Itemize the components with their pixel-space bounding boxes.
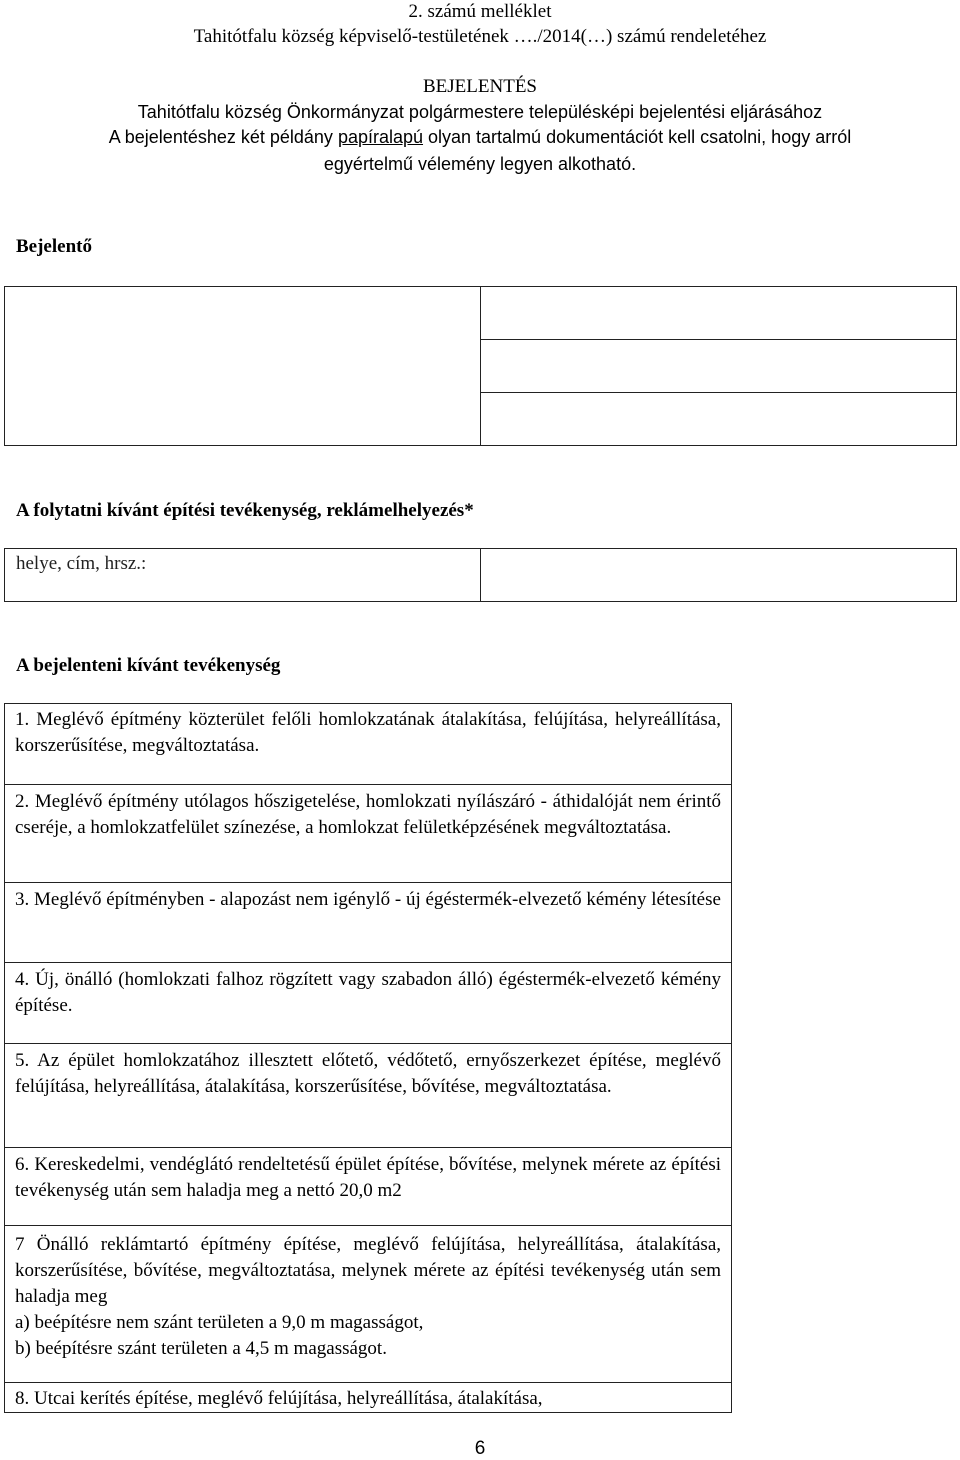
activity-item-4-text: 4. Új, önálló (homlokzati falhoz rögzített vagy szabadon álló) égéstermék-elvezető kémény építése.	[15, 969, 721, 1016]
activity-item-8-text: 8. Utcai kerítés építése, meglévő felújítása, helyreállítása, átalakítása,	[15, 1388, 543, 1409]
location-field[interactable]	[480, 548, 957, 602]
activity-item-7b-text: b) beépítésre szánt területen a 4,5 m magasságot.	[15, 1338, 387, 1359]
applicant-contact-field[interactable]	[480, 392, 957, 446]
applicant-label-cell	[4, 286, 480, 446]
activity-item-6[interactable]	[5, 1148, 731, 1226]
decree-reference: Tahitótfalu község képviselő-testületének …./2014(…) számú rendeletéhez	[193, 26, 767, 47]
activity-item-2-text: 2. Meglévő építmény utólagos hőszigetelése, homlokzati nyílászáró - áthidalóját nem érintő cseréje, a homlokzatfelület színezése, a homlokzat felületképzésének megváltoztatása.	[15, 791, 721, 838]
activity-item-5-text: 5. Az épület homlokzatához illesztett előtető, védőtető, ernyőszerkezet építése, meglévő felújítása, helyreállítása, átalakítása, korszerűsítése, bővítése, megváltoztatása.	[15, 1050, 721, 1097]
intro-line-1	[0, 125, 960, 149]
activity-item-3[interactable]	[5, 883, 731, 963]
activity-item-6-text: 6. Kereskedelmi, vendéglátó rendeltetésű épület építése, bővítése, melynek mérete az építési tevékenység után sem haladja meg a nettó 20,0 m2	[15, 1154, 721, 1201]
applicant-heading: Bejelentő	[16, 236, 92, 257]
activity-item-7[interactable]	[5, 1226, 731, 1383]
activity-item-1-text: 1. Meglévő építmény közterület felőli homlokzatának átalakítása, felújítása, helyreállítása, korszerűsítése, megváltoztatása.	[15, 709, 721, 756]
activity-item-2[interactable]	[5, 785, 731, 883]
intro-line-2: egyértelmű vélemény legyen alkotható.	[323, 154, 637, 174]
applicant-address-field[interactable]	[480, 339, 957, 393]
intro-text-pre: A bejelentéshez két példány	[108, 127, 338, 147]
activities-heading: A bejelenteni kívánt tevékenység	[16, 655, 281, 676]
applicant-name-field[interactable]	[480, 286, 957, 340]
activity-item-5[interactable]	[5, 1044, 731, 1148]
activity-item-8[interactable]	[5, 1383, 731, 1413]
attachment-label: 2. számú melléklet	[408, 1, 552, 22]
document-title: BEJELENTÉS	[423, 76, 537, 97]
location-label: helye, cím, hrsz.:	[16, 553, 147, 574]
intro-text-post: olyan tartalmú dokumentációt kell csatolni, hogy arról	[423, 127, 852, 147]
document-subtitle: Tahitótfalu község Önkormányzat polgármestere településképi bejelentési eljárásához	[137, 102, 823, 122]
activities-table	[4, 703, 732, 1413]
intro-text-underlined: papíralapú	[337, 127, 424, 147]
activity-item-4[interactable]	[5, 963, 731, 1044]
activity-item-7-text: 7 Önálló reklámtartó építmény építése, meglévő felújítása, helyreállítása, átalakítása, korszerűsítése, bővítése, megváltoztatása, melynek mérete az építési tevékenység után sem haladja meg	[15, 1234, 721, 1307]
activity-item-7a-text: a) beépítésre nem szánt területen a 9,0 m magasságot,	[15, 1312, 424, 1333]
activity-item-3-text: 3. Meglévő építményben - alapozást nem igénylő - új égéstermék-elvezető kémény létesítése	[15, 889, 721, 910]
page-number: 6	[474, 1438, 486, 1459]
location-heading: A folytatni kívánt építési tevékenység, reklámelhelyezés*	[16, 500, 474, 521]
activity-item-1[interactable]	[5, 704, 731, 785]
